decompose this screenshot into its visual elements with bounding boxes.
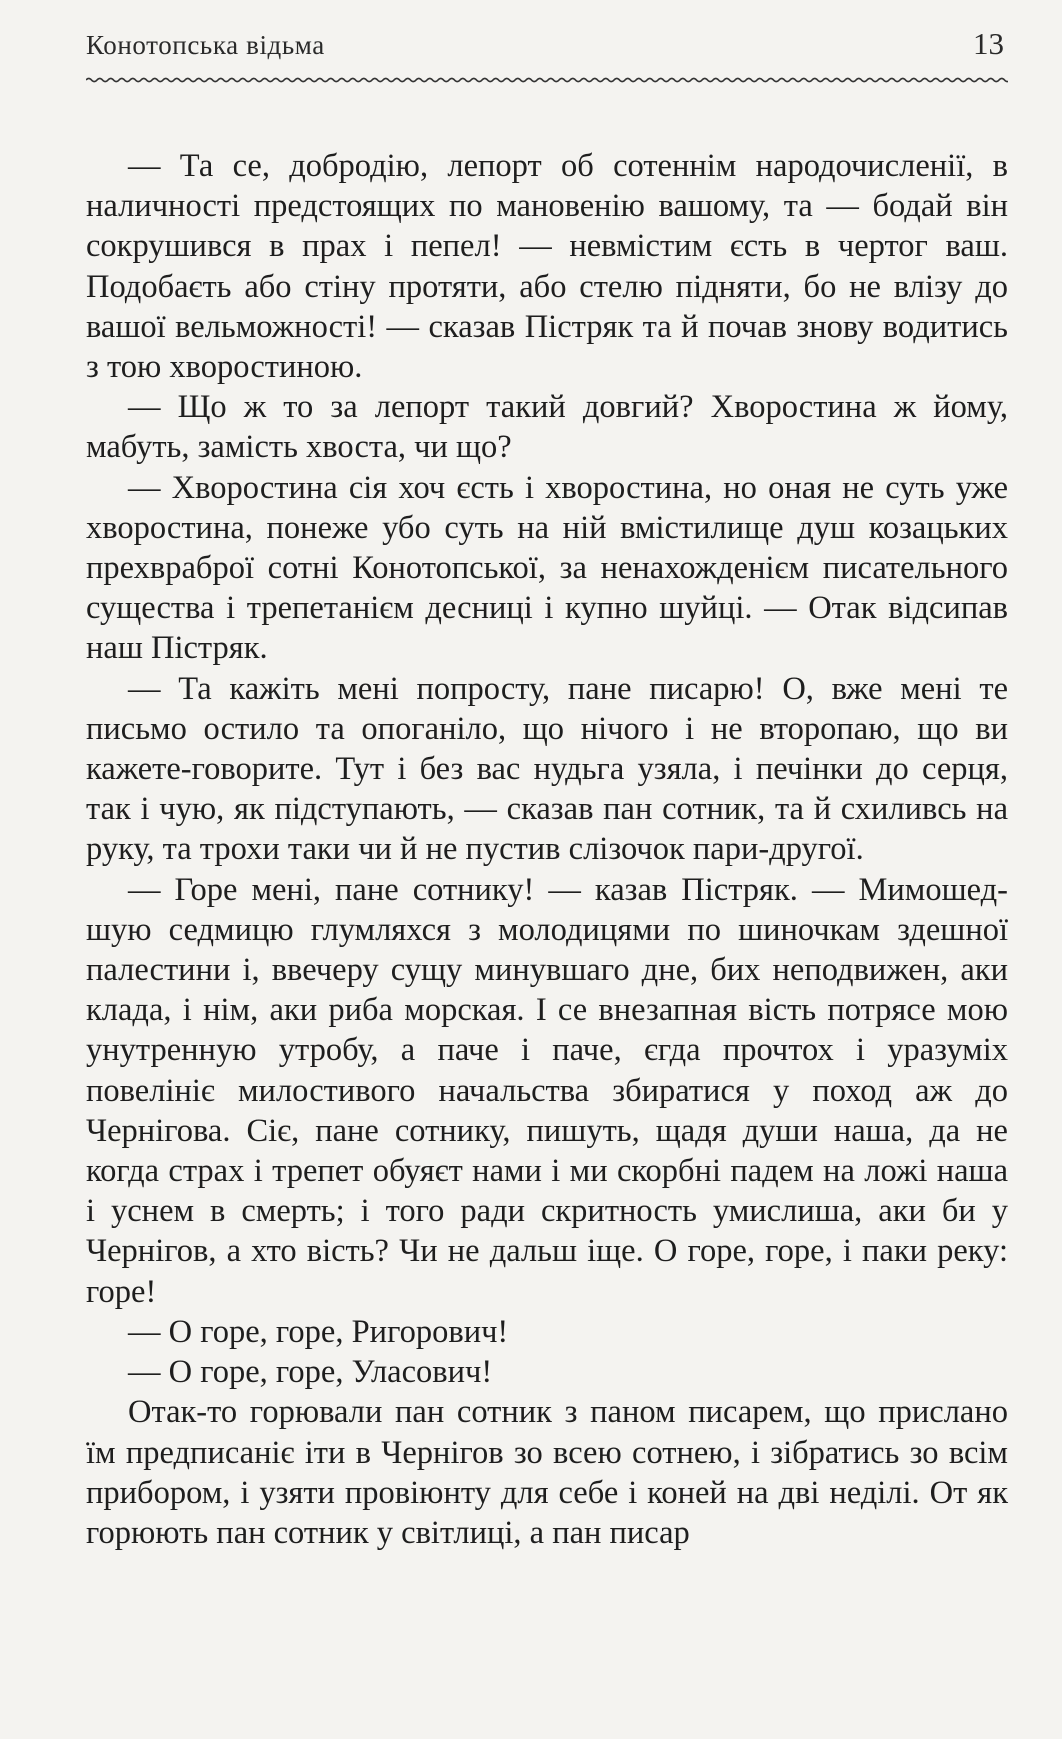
paragraph: — Горе мені, пане сотнику! — казав Пістряк. — Мимошедшую седмицю глумляхся з молодицями по шиночкам здешної палестини і, ввечеру сущу минувшаго дне, бих неподвижен, аки клада, і нім, аки риба морская. І се внезапная вість потрясе мою унутренную утробу, а паче і паче, єгда прочтох і уразуміх повелініє милостивого начальства збиратися у поход аж до Чернігова. Сіє, пане сотнику, пишуть, щадя души наша, да не когда страх і трепет обуяєт нами і ми скорбні падем на ложі наша і уснем в смерть; і того ради скритность умислиша, аки би у Чернігов, а хто вість? Чи не дальш іще. О горе, горе, і паки реку: горе! <box>86 871 1008 1310</box>
wavy-rule <box>86 72 1008 88</box>
paragraph: — Що ж то за лепорт такий довгий? Хворостина ж йому, мабуть, замість хвоста, чи що? <box>86 389 1008 466</box>
paragraph: — О горе, горе, Ригорович! <box>128 1313 509 1350</box>
body-text <box>86 146 1008 1553</box>
paragraph: — Та се, добродію, лепорт об сотеннім народочисленії, в наличності предстоящих по мановенію вашому, та — бодай він сокрушився в прах і пепел! — невмістим єсть в чертог ваш. Подобаєть або стіну протяти, або стелю підняти, бо не влізу до вашої вельможності! — сказав Пістряк та й почав знову водитись з тою хворостиною. <box>86 148 1008 386</box>
page-number: 13 <box>973 26 1004 61</box>
paragraph: — Та кажіть мені попросту, пане писарю! О, вже мені те письмо остило та опоганіло, що нічого і не второпаю, що ви кажете-говорите. Тут і без вас нудьга узяла, і печінки до серця, так і чую, як підступають, — сказав пан сотник, та й схиливсь на руку, та трохи таки чи й не пустив слізочок пари-другої. <box>86 670 1008 868</box>
running-head <box>86 0 1008 86</box>
paragraph: — О горе, горе, Уласович! <box>128 1354 493 1391</box>
paragraph: — Хворостина сія хоч єсть і хворостина, но оная не суть уже хворостина, понеже убо суть на ній вмістилище душ козацьких прехвраброї сотні Конотопської, за ненахожденієм писательного существа і трепетанієм десниці і купно шуйці. — Отак відсипав наш Пістряк. <box>86 469 1008 667</box>
paragraph: Отак-то горювали пан сотник з паном писарем, що прислано їм предписаніє іти в Чернігов зо всею сотнею, і зібратись зо всім прибором, і узяти провіюнту для себе і коней на дві неділі. От як горюють пан сотник у світлиці, а пан писар <box>86 1394 1008 1551</box>
running-head-title: Конотопська відьма <box>86 30 325 60</box>
